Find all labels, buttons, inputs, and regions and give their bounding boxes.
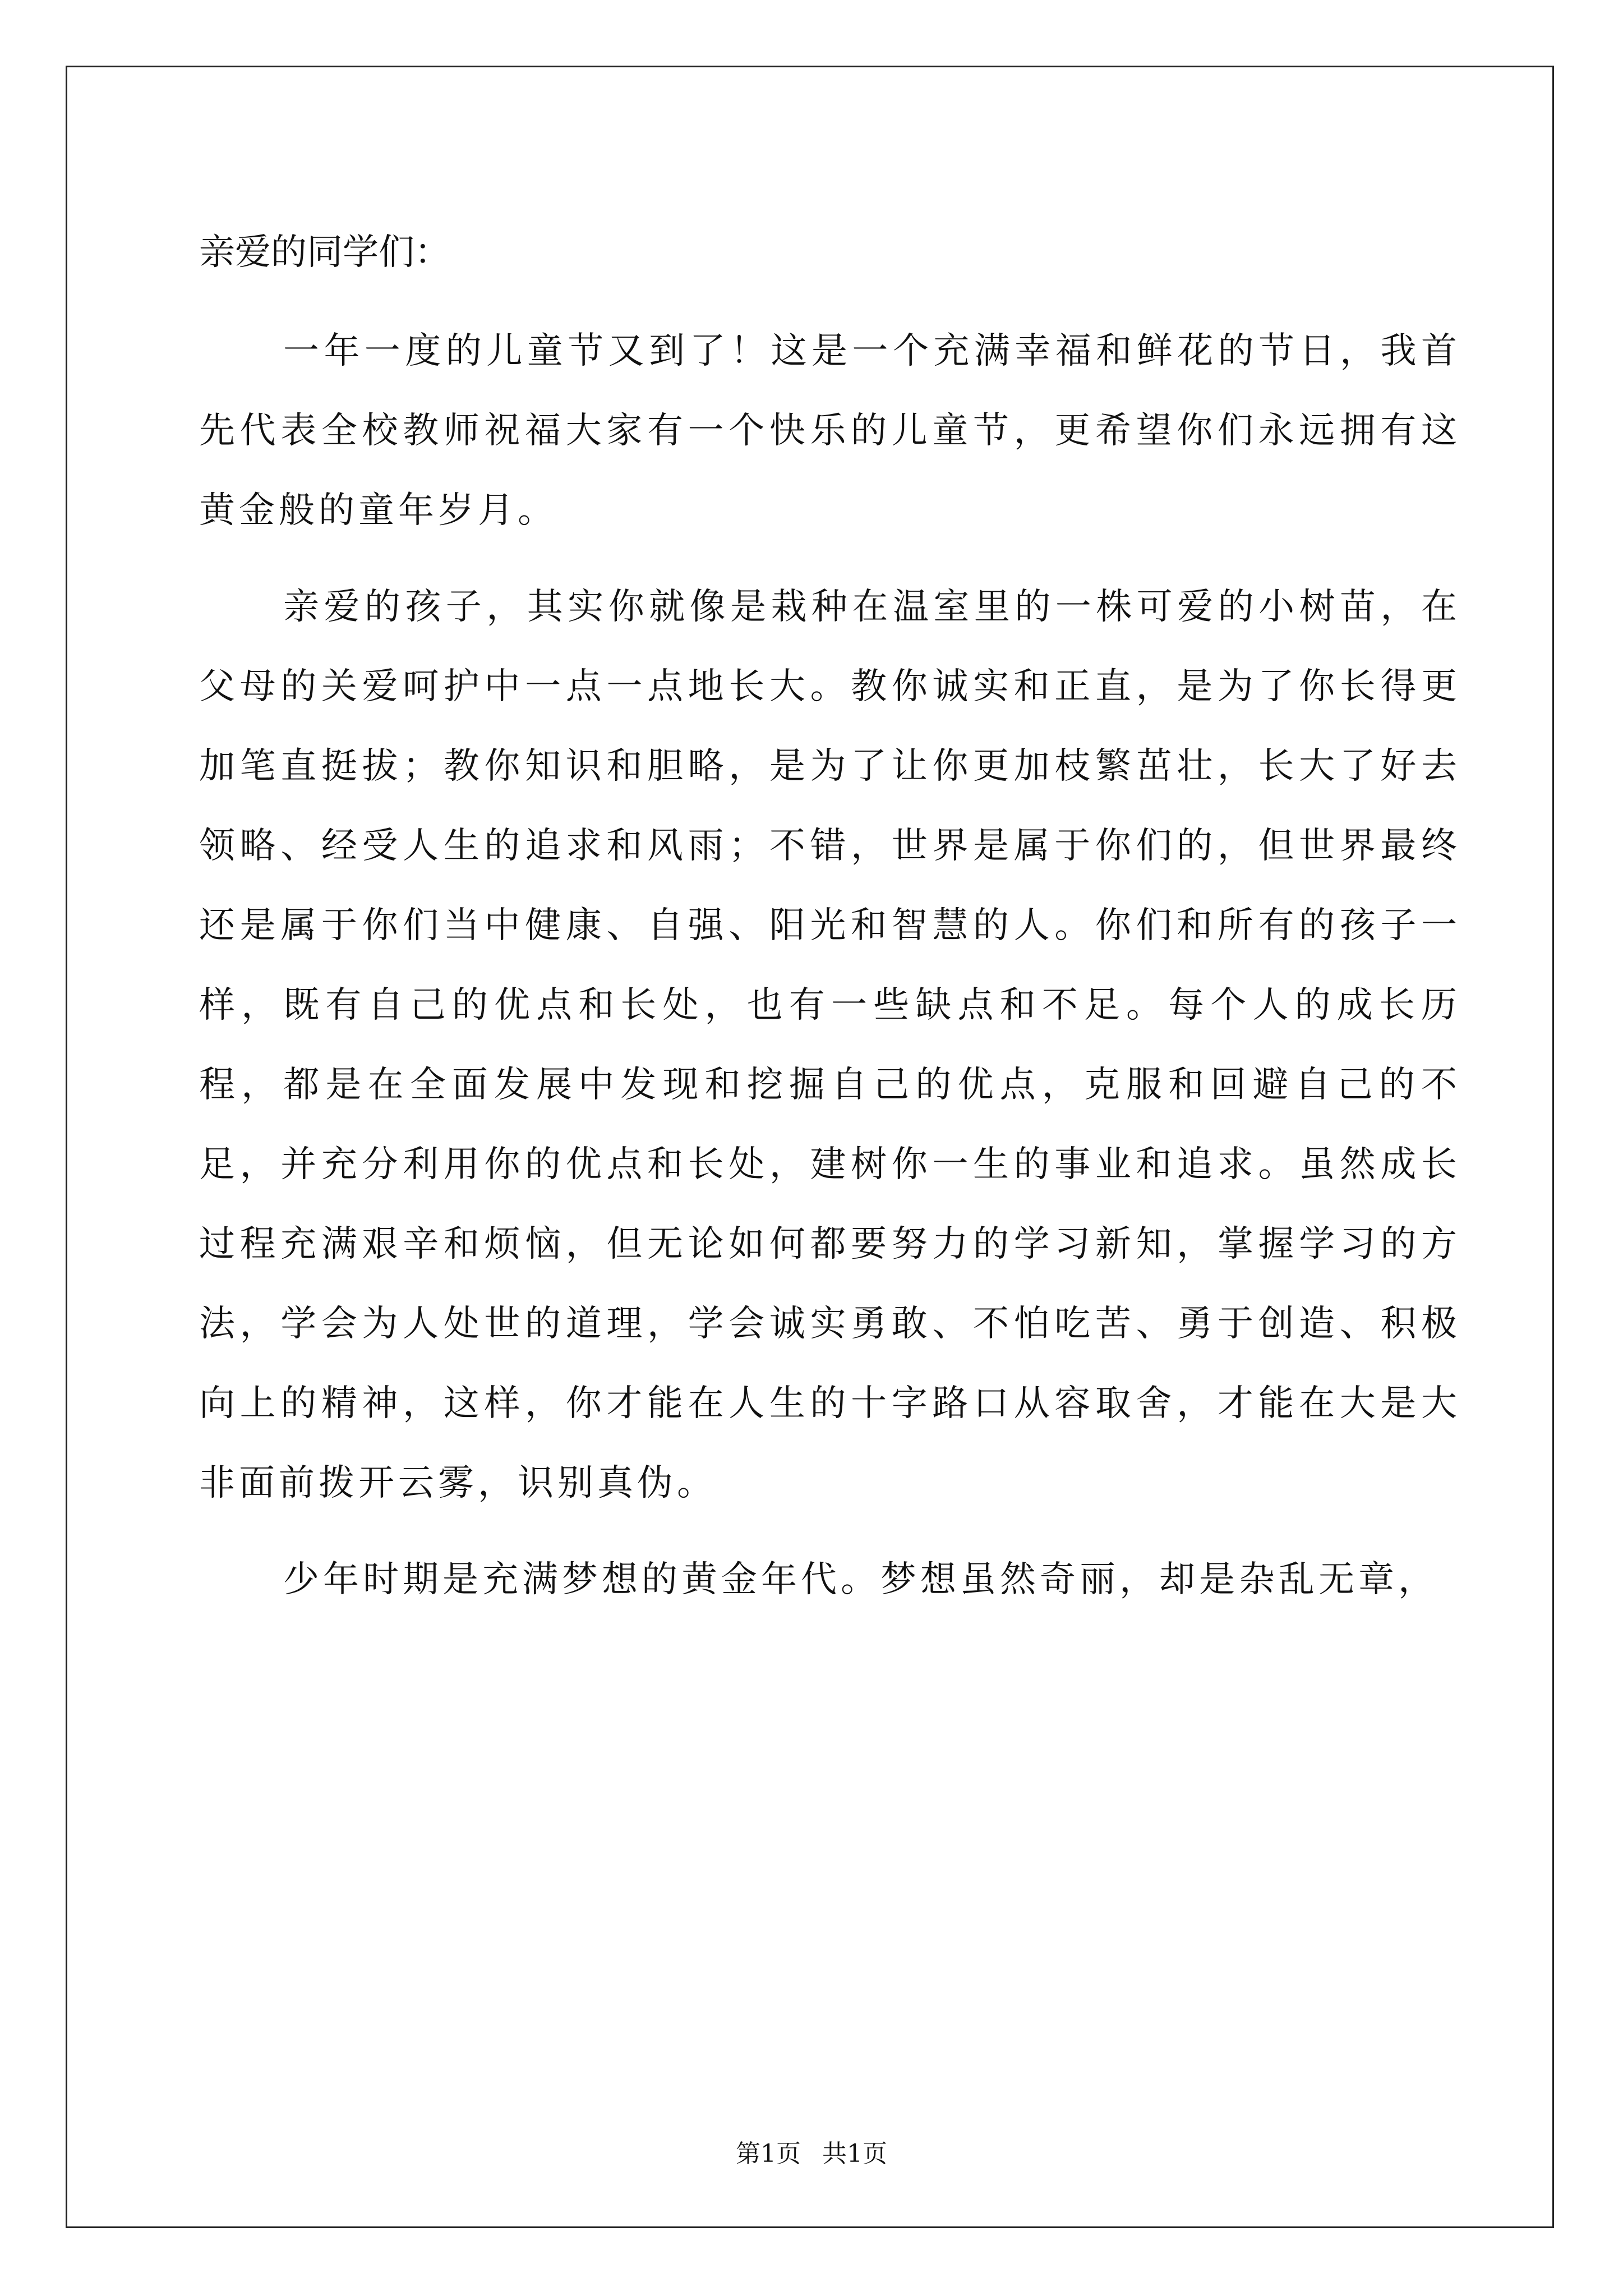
greeting-line: 亲爱的同学们： xyxy=(199,232,450,273)
paragraph-3: 少年时期是充满梦想的黄金年代。梦想虽然奇丽，却是杂乱无章， xyxy=(283,1559,1438,1600)
paragraph-2: 亲爱的孩子，其实你就像是栽种在温室里的一株可爱的小树苗，在父母的关爱呵护中一点一点地长大。教你诚实和正直，是为了你长得更加笔直挺拔；教你知识和胆略，是为了让你更加枝繁茁壮，长大了好去领略、经受人生的追求和风雨；不错，世界是属于你们的，但世界最终还是属于你们当中健康、自强、阳光和智慧的人。你们和所有的孩子一样，既有自己的优点和长处，也有一些缺点和不足。每个人的成长历程，都是在全面发展中发现和挖掘自己的优点，克服和回避自己的不足，并充分利用你的优点和长处，建树你一生的事业和追求。虽然成长过程充满艰辛和烦恼，但无论如何都要努力的学习新知，掌握学习的方法，学会为人处世的道理，学会诚实勇敢、不怕吃苦、勇于创造、积极向上的精神，这样，你才能在人生的十字路口从容取舍，才能在大是大非面前拨开云雾，识别真伪。 xyxy=(199,586,1461,1504)
page-number: 第1页 xyxy=(736,2139,801,2168)
page-footer xyxy=(0,2137,1623,2171)
document-body xyxy=(199,210,1461,1619)
paragraph-1: 一年一度的儿童节又到了！这是一个充满幸福和鲜花的节日，我首先代表全校教师祝福大家有一个快乐的儿童节，更希望你们永远拥有这黄金般的童年岁月。 xyxy=(199,330,1461,531)
page-total: 共1页 xyxy=(822,2139,887,2168)
